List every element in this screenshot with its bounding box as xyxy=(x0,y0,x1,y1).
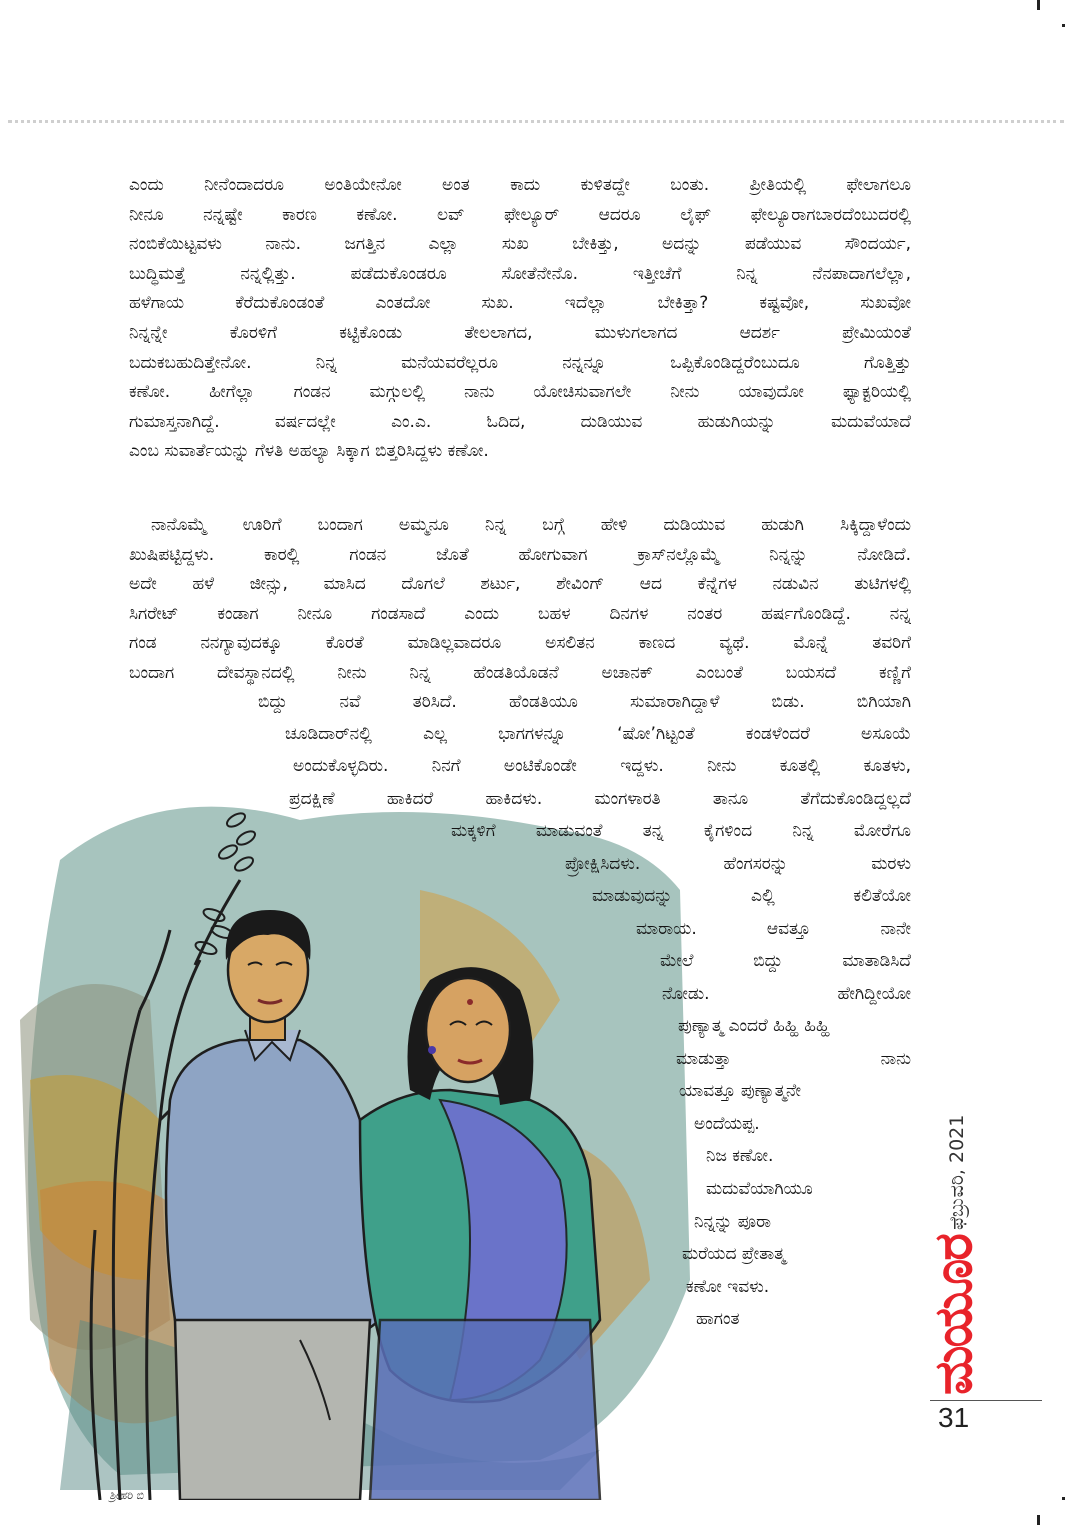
text-line: ಅಂದುಕೊಳ್ಳದಿರು. ನಿನಗೆ ಅಂಟಿಕೊಂಡೇ ಇದ್ದಳು. ನೀನು ಕೂತಲ್ಲಿ ಕೂತಳು, xyxy=(293,756,911,776)
text-line: ಚೂಡಿದಾರ್‌ನಲ್ಲಿ ಎಲ್ಲ ಭಾಗಗಳನ್ನೂ ‘ಷೋ’ಗಿಟ್ಟಂತೆ ಕಂಡಳೆಂದರೆ ಅಸೂಯೆ xyxy=(285,724,911,744)
text-line: ಪ್ರೋಕ್ಷಿಸಿದಳು. ಹೆಂಗಸರನ್ನು ಮರಳು xyxy=(565,854,911,874)
crop-mark xyxy=(1062,1497,1065,1500)
text-line: ನೋಡು. ಹೇಗಿದ್ದೀಯೋ xyxy=(662,984,911,1004)
text-line: ಅದೇ ಹಳೆ ಜೀನ್ಸು, ಮಾಸಿದ ದೊಗಲೆ ಶರ್ಟು, ಶೇವಿಂಗ್ ಆದ ಕೆನ್ನೆಗಳ ನಡುವಿನ ತುಟಿಗಳಲ್ಲಿ xyxy=(129,574,911,595)
text-line: ನಿನ್ನನ್ನು ಪೂರಾ xyxy=(694,1212,772,1232)
crop-mark xyxy=(1037,1515,1040,1525)
text-line: ಕಣೋ ಇವಳು. xyxy=(686,1277,770,1297)
issue-date: ಫೆಬ್ರುವರಿ, 2021 xyxy=(946,1114,968,1230)
text-line: ಬಂದಾಗ ದೇವಸ್ಥಾನದಲ್ಲಿ ನೀನು ನಿನ್ನ ಹೆಂಡತಿಯೊಡನೆ ಅಚಾನಕ್ ಎಂಬಂತೆ ಬಯಸದೆ ಕಣ್ಣಿಗೆ xyxy=(129,662,911,683)
text-line: ಗುಮಾಸ್ತನಾಗಿದ್ದೆ. ವರ್ಷದಲ್ಲೇ ಎಂ.ಎ. ಓದಿದ, ದುಡಿಯುವ ಹುಡುಗಿಯನ್ನು ಮದುವೆಯಾದೆ xyxy=(129,411,911,432)
text-line: ಸಿಗರೇಟ್ ಕಂಡಾಗ ನೀನೂ ಗಂಡಸಾದೆ ಎಂದು ಬಹಳ ದಿನಗಳ ನಂತರ ಹರ್ಷಗೊಂಡಿದ್ದೆ. ನನ್ನ xyxy=(129,603,911,624)
text-line: ಮಾಡುತ್ತಾ ನಾನು xyxy=(676,1049,911,1069)
page-number: 31 xyxy=(938,1402,970,1433)
text-line: ನಂಬಿಕೆಯಿಟ್ಟವಳು ನಾನು. ಜಗತ್ತಿನ ಎಲ್ಲಾ ಸುಖ ಬೇಕಿತ್ತು, ಅದನ್ನು ಪಡೆಯುವ ಸೌಂದರ್ಯ, xyxy=(129,234,911,255)
text-line: ಎಂಬ ಸುವಾರ್ತೆಯನ್ನು ಗೆಳತಿ ಅಹಲ್ಯಾ ಸಿಕ್ಕಾಗ ಬಿತ್ತರಿಸಿದ್ದಳು ಕಣೋ. xyxy=(129,441,489,462)
text-line: ಪ್ರದಕ್ಷಿಣೆ ಹಾಕಿದರೆ ಹಾಕಿದಳು. ಮಂಗಳಾರತಿ ತಾನೂ ತೆಗೆದುಕೊಂಡಿದ್ದಲ್ಲದೆ xyxy=(289,789,911,809)
text-line: ಖುಷಿಪಟ್ಟಿದ್ದಳು. ಕಾರಲ್ಲಿ ಗಂಡನ ಜೊತೆ ಹೋಗುವಾಗ ಕ್ರಾಸ್‌ನಲ್ಲೊಮ್ಮೆ ನಿನ್ನನ್ನು ನೋಡಿದೆ. xyxy=(129,544,911,565)
article-paragraph-2 xyxy=(129,511,911,689)
text-line: ಮದುವೆಯಾಗಿಯೂ xyxy=(706,1179,813,1199)
text-line: ಮೇಲೆ ಬಿದ್ದು ಮಾತಾಡಿಸಿದೆ xyxy=(660,951,911,971)
text-line: ಬದುಕಬಹುದಿತ್ತೇನೋ. ನಿನ್ನ ಮನೆಯವರೆಲ್ಲರೂ ನನ್ನನ್ನೂ ಒಪ್ಪಿಕೊಂಡಿದ್ದರೆಂಬುದೂ ಗೊತ್ತಿತ್ತು xyxy=(129,352,911,373)
text-line: ನಿಜ ಕಣೋ. xyxy=(706,1146,774,1166)
text-line: ಬುದ್ಧಿಮತ್ತೆ ನನ್ನಲ್ಲಿತ್ತು. ಪಡೆದುಕೊಂಡರೂ ಸೋತೆನೇನೊ. ಇತ್ತೀಚೆಗೆ ನಿನ್ನ ನೆನಪಾದಾಗಲೆಲ್ಲಾ, xyxy=(129,263,911,284)
text-line: ನೀನೂ ನನ್ನಷ್ಟೇ ಕಾರಣ ಕಣೋ. ಲವ್ ಫೇಲ್ಯೂರ್ ಆದರೂ ಲೈಫ್ ಫೇಲ್ಯೂರಾಗಬಾರದೆಂಬುದರಲ್ಲಿ xyxy=(129,204,911,225)
text-line: ಯಾವತ್ತೂ ಪುಣ್ಯಾತ್ಮನೇ xyxy=(679,1081,802,1101)
text-line: ಕಣೋ. ಹೀಗೆಲ್ಲಾ ಗಂಡನ ಮಗ್ಗುಲಲ್ಲಿ ನಾನು ಯೋಚಿಸುವಾಗಲೇ ನೀನು ಯಾವುದೋ ಫ್ಯಾಕ್ಟರಿಯಲ್ಲಿ xyxy=(129,382,911,403)
illustration-credit: ಶ್ರೀಹರಿ ಬಿ xyxy=(108,1489,146,1502)
text-line: ಅಂದೆಯಪ್ಪ. xyxy=(694,1114,760,1134)
text-line: ನಿನ್ನನ್ನೇ ಕೊರಳಿಗೆ ಕಟ್ಟಿಕೊಂಡು ತೇಲಲಾಗದ, ಮುಳುಗಲಾಗದ ಆದರ್ಶ ಪ್ರೇಮಿಯಂತೆ xyxy=(129,322,911,343)
magazine-logo: ಮಯೂರ xyxy=(924,1235,984,1395)
text-line: ಮಾಡುವುದನ್ನು ಎಲ್ಲಿ ಕಲಿತೆಯೋ xyxy=(592,886,911,906)
page-number-rule xyxy=(930,1400,1042,1401)
text-line: ಮಾರಾಯ. ಆವತ್ತೂ ನಾನೇ xyxy=(636,919,911,939)
text-line: ಪುಣ್ಯಾತ್ಮ ಎಂದರೆ ಹಿಹ್ಹಿ ಹಿಹ್ಹಿ xyxy=(678,1016,831,1036)
text-line: ಬಿದ್ದು ನವೆ ತರಿಸಿದೆ. ಹೆಂಡತಿಯೂ ಸುಮಾರಾಗಿದ್ದಾಳೆ ಬಿಡು. ಬಿಗಿಯಾಗಿ xyxy=(258,692,911,712)
text-line: ನಾನೊಮ್ಮೆ ಊರಿಗೆ ಬಂದಾಗ ಅಮ್ಮನೂ ನಿನ್ನ ಬಗ್ಗೆ ಹೇಳಿ ದುಡಿಯುವ ಹುಡುಗಿ ಸಿಕ್ಕಿದ್ದಾಳೆಂದು xyxy=(151,515,911,535)
article-paragraph-1 xyxy=(129,171,911,467)
header-dotted-rule xyxy=(8,120,1064,123)
text-line: ಗಂಡ ನನಗ್ಯಾವುದಕ್ಕೂ ಕೊರತೆ ಮಾಡಿಲ್ಲವಾದರೂ ಅಸಲಿತನ ಕಾಣದ ವ್ಯಥೆ. ಮೊನ್ನೆ ತವರಿಗೆ xyxy=(129,633,911,654)
crop-mark xyxy=(1062,24,1065,27)
crop-mark xyxy=(1037,0,1040,10)
text-line: ಎಂದು ನೀನೆಂದಾದರೂ ಅಂತಿಯೇನೋ ಅಂತ ಕಾದು ಕುಳಿತದ್ದೇ ಬಂತು. ಪ್ರೀತಿಯಲ್ಲಿ ಫೇಲಾಗಲೂ xyxy=(129,175,911,195)
text-line: ಮಕ್ಕಳಿಗೆ ಮಾಡುವಂತೆ ತನ್ನ ಕೈಗಳಿಂದ ನಿನ್ನ ಮೋರೆಗೂ xyxy=(451,821,911,841)
text-line: ಹಾಗಂತ xyxy=(696,1309,740,1329)
text-line: ಹಳೆಗಾಯ ಕೆರೆದುಕೊಂಡಂತೆ ಎಂತದೋ ಸುಖ. ಇದೆಲ್ಲಾ ಬೇಕಿತ್ತಾ? ಕಷ್ಟವೋ, ಸುಖವೋ xyxy=(129,293,911,314)
text-line: ಮರೆಯದ ಪ್ರೇತಾತ್ಮ xyxy=(682,1244,786,1264)
